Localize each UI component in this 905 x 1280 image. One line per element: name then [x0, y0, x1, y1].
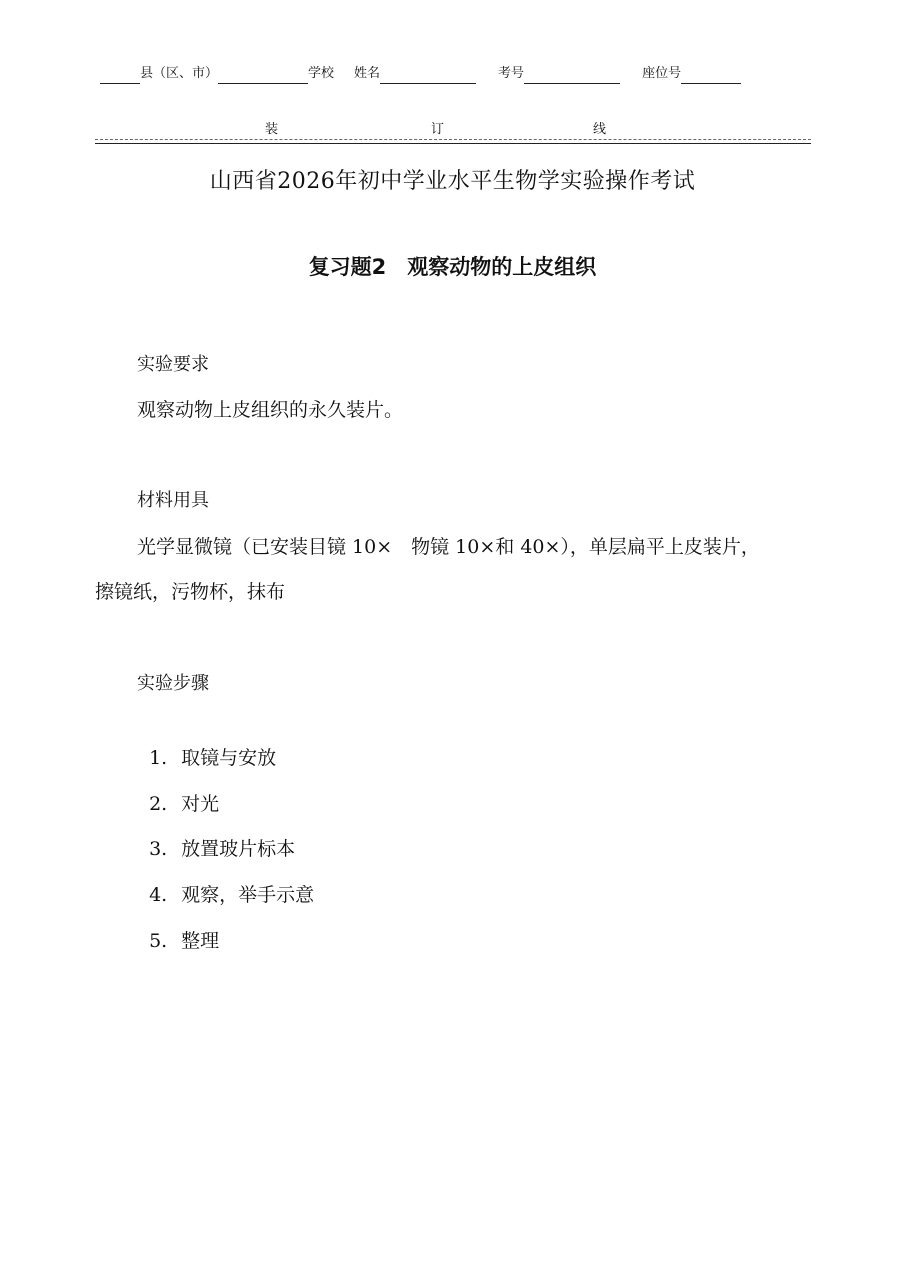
exam-title: 山西省2026年初中学业水平生物学实验操作考试	[209, 169, 696, 194]
step-text: 整理	[181, 930, 220, 952]
step-number: 1.	[149, 747, 168, 769]
step-number: 4.	[149, 884, 168, 906]
materials-heading: 材料用具	[137, 490, 209, 511]
step-text: 放置玻片标本	[181, 838, 296, 860]
materials-text-line-2: 擦镜纸，污物杯，抹布	[95, 581, 286, 603]
seat-no-blank[interactable]	[681, 69, 741, 84]
binding-word-2: 订	[431, 122, 445, 137]
binding-word-3: 线	[593, 122, 607, 137]
exam-no-label: 考号	[498, 66, 525, 81]
county-blank[interactable]	[100, 69, 140, 84]
name-label: 姓名	[354, 66, 381, 81]
requirements-text: 观察动物上皮组织的永久装片。	[137, 399, 404, 421]
exam-info-fields	[100, 64, 741, 84]
step-item	[137, 896, 219, 956]
step-number: 2.	[149, 793, 168, 815]
exercise-title: 复习题2 观察动物的上皮组织	[308, 255, 597, 279]
seat-no-label: 座位号	[642, 66, 682, 81]
name-blank[interactable]	[380, 69, 476, 84]
school-label: 学校	[308, 66, 335, 81]
step-text: 观察，举手示意	[181, 884, 315, 906]
step-text: 对光	[181, 793, 220, 815]
county-label: 县（区、市）	[140, 66, 219, 81]
binding-word-1: 装	[265, 122, 279, 137]
steps-heading: 实验步骤	[137, 673, 209, 694]
materials-text-line-1: 光学显微镜（已安装目镜 10× 物镜 10×和 40×），单层扁平上皮装片，	[137, 536, 760, 558]
school-blank[interactable]	[218, 69, 308, 84]
requirements-heading: 实验要求	[137, 354, 209, 375]
step-text: 取镜与安放	[181, 747, 277, 769]
step-number: 3.	[149, 838, 168, 860]
exam-no-blank[interactable]	[524, 69, 620, 84]
step-number: 5.	[149, 930, 168, 952]
binding-dotted-line	[95, 139, 811, 140]
binding-line	[95, 121, 811, 144]
